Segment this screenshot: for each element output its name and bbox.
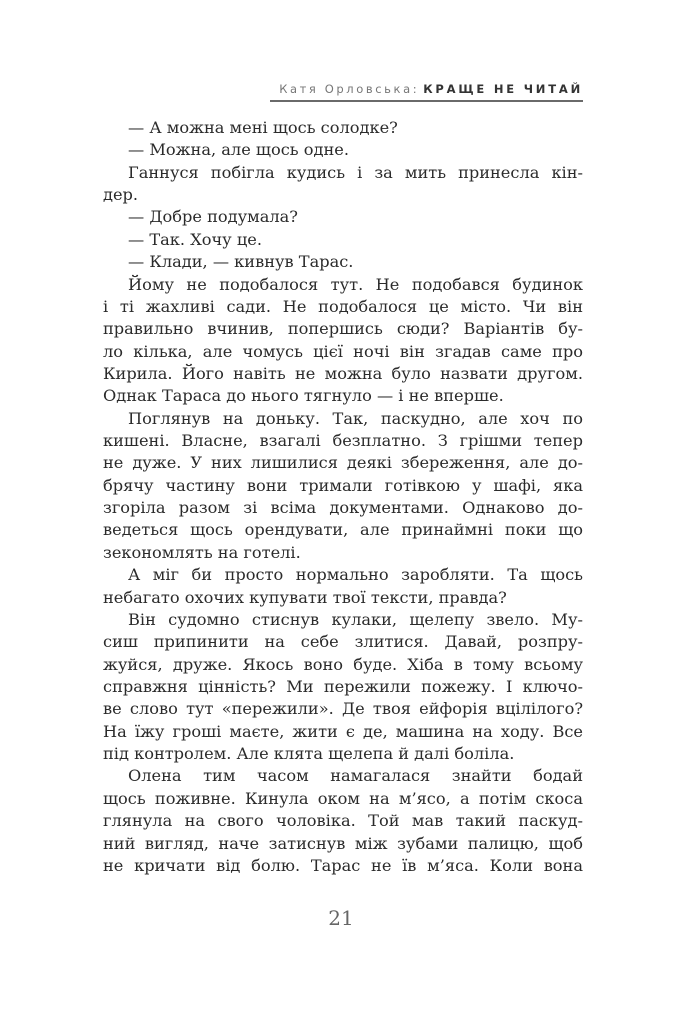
- text-line: — Так. Хочу це.: [128, 229, 262, 249]
- text-line: Він судомно стиснув кулаки, щелепу звело. Му-: [128, 609, 583, 629]
- text-line: щось поживне. Кинула оком на м’ясо, а потім скоса: [103, 788, 583, 808]
- text-line: Поглянув на доньку. Так, паскудно, але хоч по: [128, 408, 583, 428]
- text-line: під контролем. Але клята щелепа й далі боліла.: [103, 744, 515, 764]
- page-number: 21: [328, 906, 354, 930]
- text-line: ве слово тут «пережили». Де твоя ейфорія вцілілого?: [103, 699, 583, 719]
- text-line: ло кілька, але чомусь цієї ночі він згадав саме про: [103, 341, 583, 361]
- text-line: ний вигляд, наче затиснув між зубами палицю, щоб: [103, 833, 583, 853]
- text-line: глянула на свого чоловіка. Той мав такий паскуд-: [103, 811, 583, 831]
- text-line: Ганнуся побігла кудись і за мить принесла кін-: [128, 162, 583, 182]
- text-line: зекономлять на готелі.: [103, 542, 301, 562]
- text-line: — Клади, — кивнув Тарас.: [128, 252, 354, 272]
- text-line: А міг би просто нормально заробляти. Та щось: [128, 565, 583, 585]
- text-line: не кричати від болю. Тарас не їв м’яса. Коли вона: [103, 855, 583, 875]
- running-header: [270, 80, 583, 102]
- text-line: На їжу гроші маєте, жити є де, машина на ходу. Все: [103, 721, 583, 741]
- page-body-text: [103, 117, 583, 877]
- header-author: Катя Орловська:: [279, 82, 420, 96]
- text-line: правильно вчинив, попершись сюди? Варіантів бу-: [103, 319, 583, 339]
- text-line: дер.: [103, 185, 139, 205]
- text-line: Кирила. Його навіть не можна було назвати другом.: [103, 363, 583, 383]
- text-line: жуйся, друже. Якось воно буде. Хіба в тому всьому: [103, 654, 583, 674]
- header-book-title: КРАЩЕ НЕ ЧИТАЙ: [423, 82, 583, 96]
- text-line: небагато охочих купувати твої тексти, правда?: [103, 587, 507, 607]
- text-line: ведеться щось орендувати, але принаймні поки що: [103, 520, 583, 540]
- text-line: — Добре подумала?: [128, 207, 298, 227]
- text-line: Однак Тараса до нього тягнуло — і не вперше.: [103, 386, 504, 406]
- text-line: справжня цінність? Ми пережили пожежу. І ключо-: [103, 676, 583, 696]
- text-line: сиш припинити на себе злитися. Давай, розпру-: [103, 632, 583, 652]
- text-line: не дуже. У них лишилися деякі збереження, але до-: [103, 453, 583, 473]
- text-line: — Можна, але щось одне.: [128, 140, 349, 160]
- text-line: брячу частину вони тримали готівкою у шафі, яка: [103, 475, 583, 495]
- text-line: Йому не подобалося тут. Не подобався будинок: [128, 274, 583, 294]
- text-line: Олена тим часом намагалася знайти бодай: [128, 766, 583, 786]
- text-line: згоріла разом зі всіма документами. Однаково до-: [103, 498, 583, 518]
- text-line: — А можна мені щось солодке?: [128, 118, 398, 137]
- text-line: кишені. Власне, взагалі безплатно. З грішми тепер: [103, 431, 583, 451]
- text-line: і ті жахливі сади. Не подобалося це місто. Чи він: [103, 296, 583, 316]
